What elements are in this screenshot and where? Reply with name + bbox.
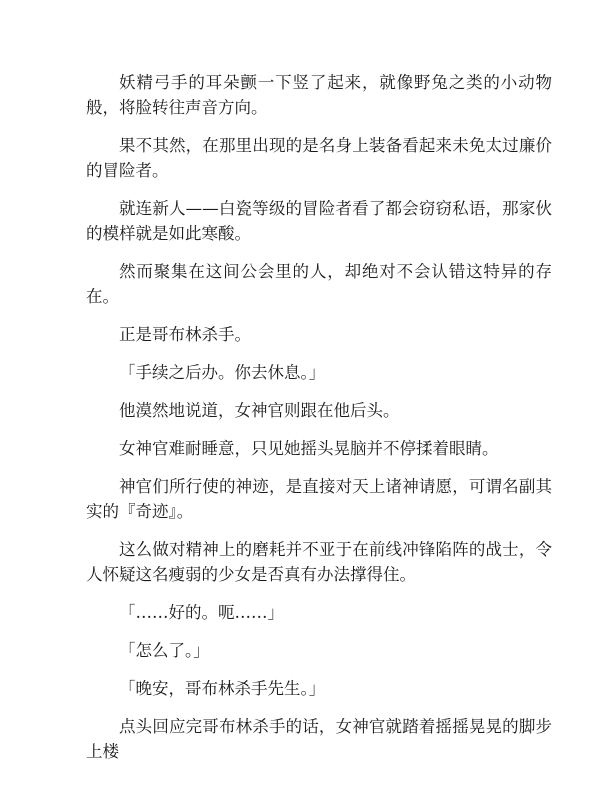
paragraph-5: 正是哥布林杀手。: [119, 325, 251, 344]
paragraph-7: 他漠然地说道，女神官则跟在他后头。: [119, 401, 400, 420]
paragraph-3: 就连新人——白瓷等级的冒险者看了都会窃窃私语，那家伙的模样就是如此寒酸。: [86, 199, 552, 243]
body-text: [86, 70, 552, 777]
paragraph-4: 然而聚集在这间公会里的人，却绝对不会认错这特异的存在。: [86, 262, 552, 306]
paragraph-11: 「……好的。呃……」: [119, 603, 284, 622]
paragraph-9: 神官们所行使的神迹，是直接对天上诸神请愿，可谓名副其实的『奇迹』。: [86, 477, 552, 521]
paragraph-8: 女神官难耐睡意，只见她摇头晃脑并不停揉着眼睛。: [119, 439, 499, 458]
paragraph-1: 妖精弓手的耳朵颤一下竖了起来，就像野兔之类的小动物般，将脸转往声音方向。: [86, 73, 552, 117]
paragraph-12: 「怎么了。」: [119, 641, 210, 660]
paragraph-10: 这么做对精神上的磨耗并不亚于在前线冲锋陷阵的战士，令人怀疑这名瘦弱的少女是否真有办法撑得住。: [86, 540, 552, 584]
paragraph-2: 果不其然，在那里出现的是名身上装备看起来未免太过廉价的冒险者。: [86, 136, 552, 180]
paragraph-14: 点头回应完哥布林杀手的话，女神官就踏着摇摇晃晃的脚步上楼: [86, 717, 552, 761]
paragraph-13: 「晚安，哥布林杀手先生。」: [119, 679, 326, 698]
paragraph-6: 「手续之后办。你去休息。」: [119, 363, 326, 382]
